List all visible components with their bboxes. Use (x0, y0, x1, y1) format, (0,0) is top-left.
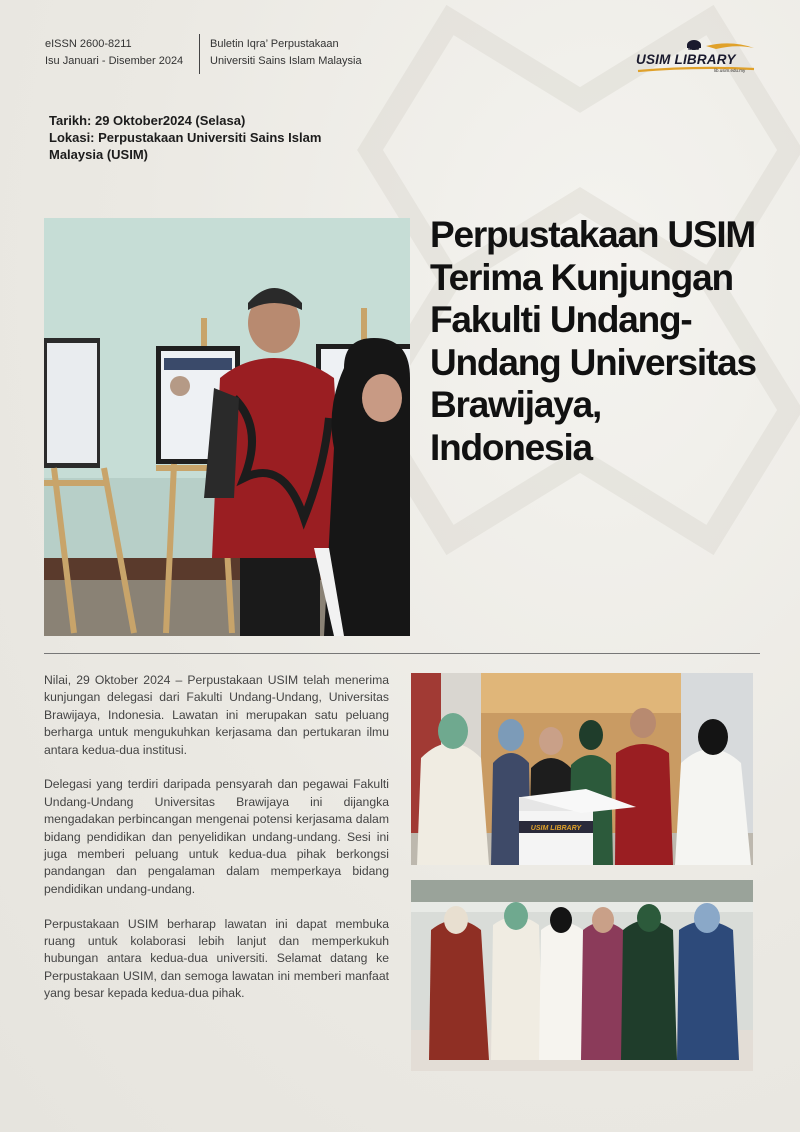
article-title: Perpustakaan USIM Terima Kunjungan Fakulti Undang-Undang Universitas Brawijaya, Indonesia (430, 214, 756, 468)
bulletin-name-line1: Buletin Iqra’ Perpustakaan (210, 38, 339, 50)
issue-period-text: Isu Januari - Disember 2024 (45, 55, 184, 67)
group-photo-heart-gesture (411, 880, 753, 1071)
event-date: Tarikh: 29 Oktober2024 (Selasa) (49, 113, 246, 128)
bulletin-name-line2: Universiti Sains Islam Malaysia (210, 55, 362, 67)
issue-info (45, 36, 183, 70)
desk-sign-text: USIM LIBRARY (530, 825, 582, 832)
body-paragraph-3: Perpustakaan USIM berharap lawatan ini dapat membuka ruang untuk kolaborasi lebih lanjut dan memperkukuh hubungan antara kedua-dua universiti. Selamat datang ke Perpustakaan USIM, dan semoga lawatan ini memberi manfaat yang besar kepada kedua-dua pihak. (44, 916, 389, 1001)
logo-small-usim: USIM (688, 46, 700, 51)
usim-library-logo (636, 38, 758, 78)
event-location: Lokasi: Perpustakaan Universiti Sains Islam Malaysia (USIM) (49, 130, 322, 162)
issn-text: eISSN 2600-8211 (45, 38, 132, 50)
main-photo-visitors-viewing-posters (44, 218, 410, 636)
bulletin-info (210, 36, 362, 70)
body-paragraph-2: Delegasi yang terdiri daripada pensyarah dan pegawai Fakulti Undang-Undang Universitas Brawijaya ini dijangka mengadakan perbincangan mengenai potensi kerjasama dalam bidang pendidikan dan penyelidikan undang-undang. Sesi ini juga memberi peluang untuk kedua-dua pihak berkongsi pandangan dan pengalaman dalam memperkaya bidang pendidikan undang-undang. (44, 777, 389, 896)
logo-wordmark: USIM LIBRARY (636, 52, 736, 67)
group-photo-at-library-desk (411, 673, 753, 865)
header-divider (199, 34, 200, 74)
section-divider (44, 653, 760, 654)
body-paragraph-1: Nilai, 29 Oktober 2024 – Perpustakaan USIM telah menerima kunjungan delegasi dari Fakulti Undang-Undang, Universitas Brawijaya, Indonesia. Lawatan ini merupakan satu peluang berharga untuk mengukuhkan kerjasama dan pertukaran ilmu antara kedua-dua institusi. (44, 673, 389, 757)
article-body (44, 672, 389, 1020)
event-details (49, 112, 369, 163)
logo-url: lib.usim.edu.my (714, 68, 746, 73)
